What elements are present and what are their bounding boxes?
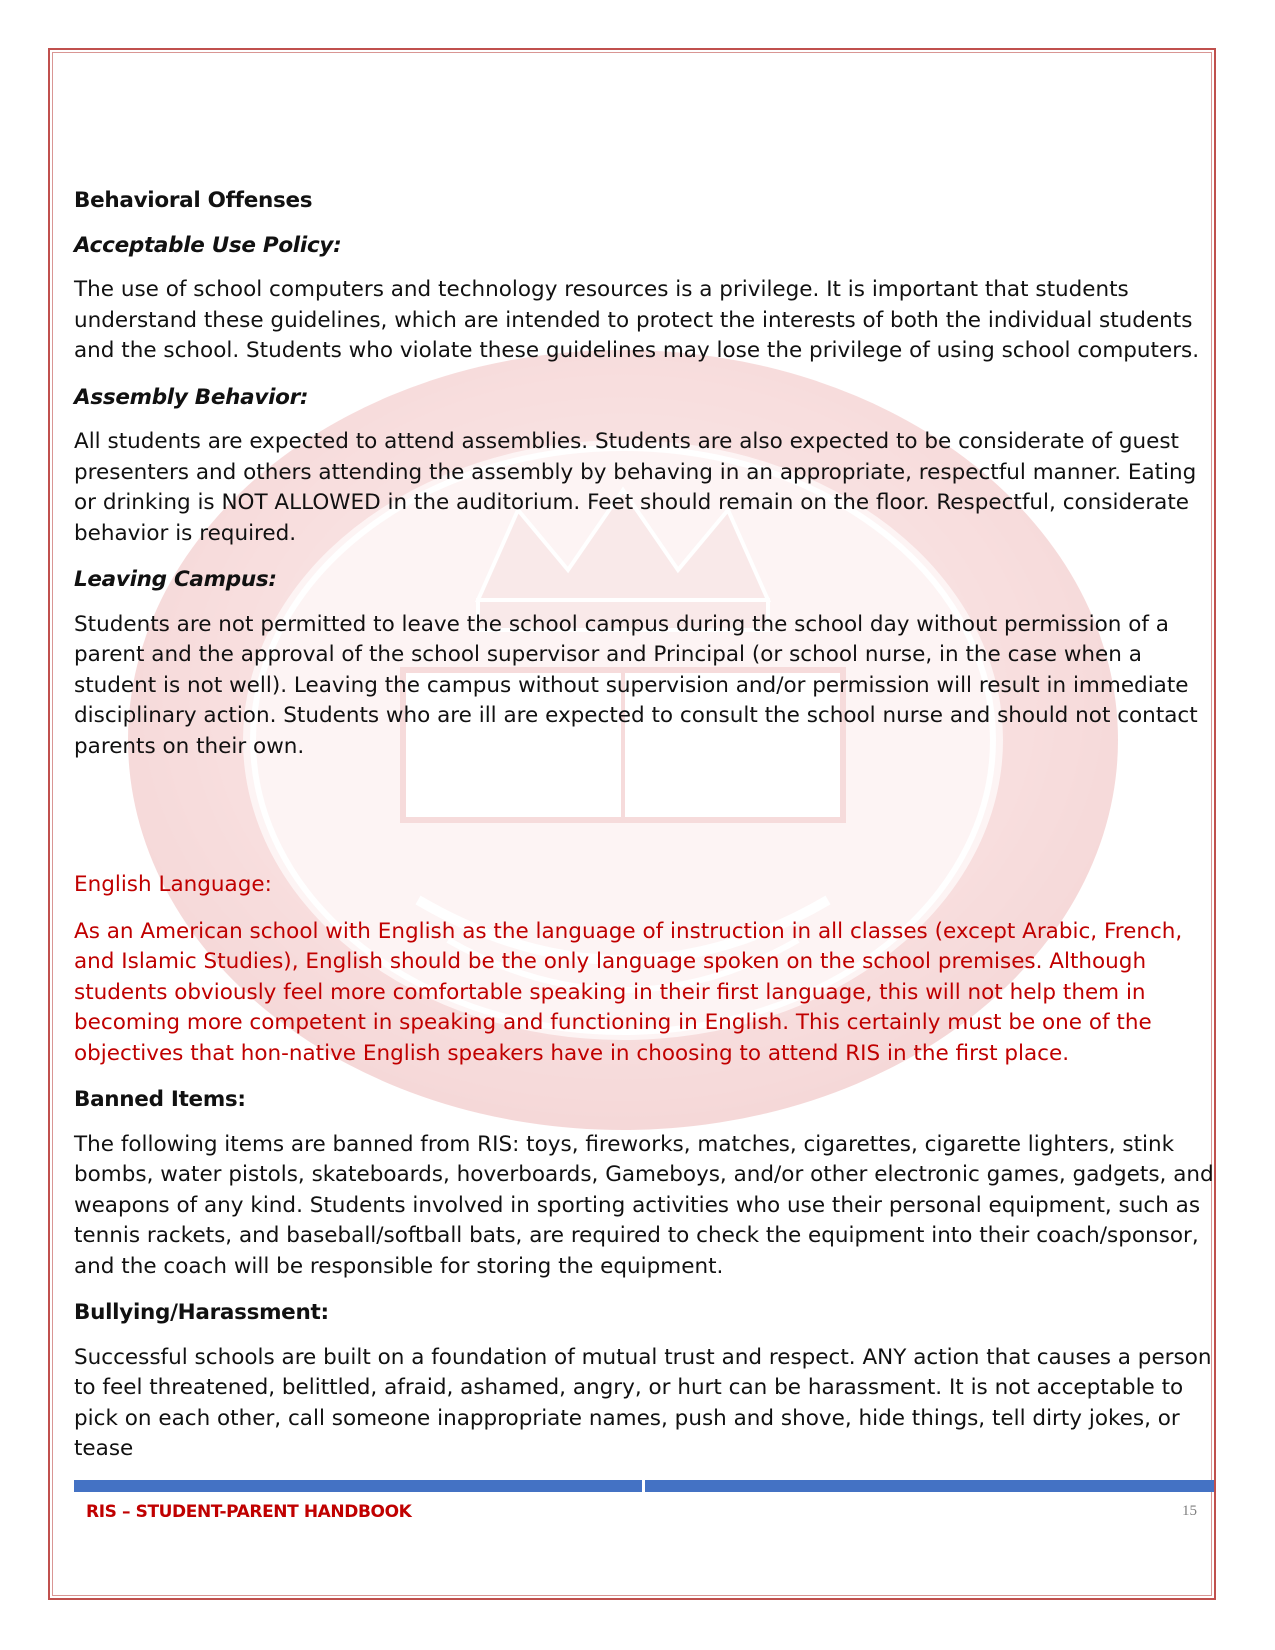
acceptable-use-heading: Acceptable Use Policy: [74,232,342,258]
bullying-heading: Bullying/Harassment: [74,1300,329,1325]
page-number: 15 [1182,1503,1197,1519]
bullying-body: Successful schools are built on a foundation of mutual trust and respect. ANY action that causes a person to feel threatened, belittled, afraid, ashamed, angry, or hurt can be harassment. It is not acceptable to pick on each other, call someone inappropriate names, push and shove, hide things, tell dirty jokes, or tease [74,1344,1212,1461]
footer-rule-gap [642,1480,645,1492]
acceptable-use-body: The use of school computers and technology resources is a privilege. It is important that students understand these guidelines, which are intended to protect the interests of both the individual students and the school. Students who violate these guidelines may lose the privilege of using school computers. [74,277,1200,363]
assembly-behavior-heading: Assembly Behavior: [74,384,309,410]
leaving-campus-body: Students are not permitted to leave the school campus during the school day without permission of a parent and the approval of the school supervisor and Principal (or school nurse, in the case when a student is not well). Leaving the campus without supervision and/or permission will result in immediate disciplinary action. Students who are ill are expected to consult the school nurse and should not contact parents on their own. [74,611,1198,759]
banned-items-heading: Banned Items: [74,1087,246,1112]
blank-space [74,778,1214,870]
english-language-body: As an American school with English as the language of instruction in all classes (except Arabic, French, and Islamic Studies), English should be the only language spoken on the school premises. Although students obviously feel more comfortable speaking in their first language, this will not help them in becoming more competent in speaking and functioning in English. This certainly must be one of the objectives that hon-native English speakers have in choosing to attend RIS in the first place. [74,918,1183,1066]
assembly-behavior-body: All students are expected to attend assemblies. Students are also expected to be considerate of guest presenters and others attending the assembly by behaving in an appropriate, respectful manner. Eating or drinking is NOT ALLOWED in the auditorium. Feet should remain on the floor. Respectful, considerate behavior is required. [74,429,1197,546]
behavioral-offenses-heading: Behavioral Offenses [74,188,313,213]
banned-items-body: The following items are banned from RIS: toys, fireworks, matches, cigarettes, cigarette lighters, stink bombs, water pistols, skateboards, hoverboards, Gameboys, and/or other electronic games, gadgets, and weapons of any kind. Students involved in sporting activities who use their personal equipment, such as tennis rackets, and baseball/softball bats, are required to check the equipment into their coach/sponsor, and the coach will be responsible for storing the equipment. [74,1131,1214,1279]
document-body [74,186,1214,1481]
leaving-campus-heading: Leaving Campus: [74,567,277,592]
english-language-heading: English Language: [74,872,272,897]
footer-title: RIS – STUDENT-PARENT HANDBOOK [86,1502,412,1522]
